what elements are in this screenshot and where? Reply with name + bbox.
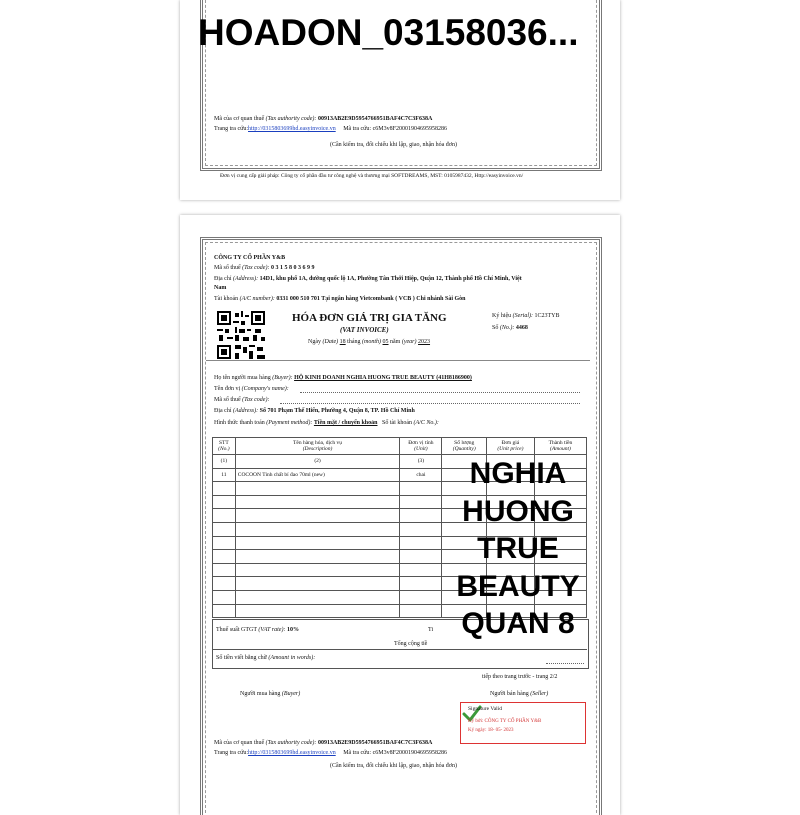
invoice-title: HÓA ĐƠN GIÁ TRỊ GIA TĂNG — [292, 312, 447, 324]
amount-in-words: Số tiền viết bằng chữ (Amount in words): — [216, 655, 316, 661]
buyer-name: Họ tên người mua hàng (Buyer): HỘ KINH DOANH NGHIA HUONG TRUE BEAUTY (41H8186900) — [214, 375, 472, 381]
buyer-company-dots — [300, 392, 580, 393]
total-label: Tổng cộng tiề — [394, 641, 428, 647]
overlay-line: QUAN 8 — [461, 607, 575, 640]
totals-divider — [212, 649, 587, 650]
col-amount: Thành tiền (Amount) — [534, 438, 586, 455]
seller-tax: Mã số thuế (Tax code): 0 3 1 5 8 0 3 6 9 9 — [214, 265, 315, 271]
signature-valid: Signature Valid — [468, 706, 502, 712]
table-row: 11 COCOON Tinh chất bí đao 70ml (new) chai — [213, 468, 587, 482]
buyer-address: Địa chỉ (Address): Số 701 Phạm Thế Hiển, Phường 4, Quận 8, TP. Hồ Chí Minh — [214, 408, 415, 414]
lookup-link[interactable]: http://0315803699hd.easyinvoice.vn — [248, 126, 336, 132]
header-divider — [206, 360, 590, 361]
col-no: STT (No.) — [213, 438, 236, 455]
signed-date: Ký ngày: 18- 05- 2023 — [468, 728, 514, 733]
provider-note: Đơn vị cung cấp giải pháp: Công ty cổ phần đầu tư công nghệ và thương mại SOFTDREAMS, MST: 0105987432, Http://easyinvoice.vn/ — [220, 173, 524, 179]
continue-note: tiếp theo trang trước - trang 2/2 — [482, 674, 558, 680]
col-unit-price: Đơn giá (Unit price) — [486, 438, 534, 455]
buyer-signature-label: Người mua hàng (Buyer) — [240, 691, 301, 697]
lookup-line-2: Trang tra cứu:http://0315803699hd.easyinvoice.vn Mã tra cứu: c6M3v8F20001904695958286 — [214, 750, 447, 756]
payment-method: Hình thức thanh toán (Payment method): Tiền mặt / chuyển khoản Số tài khoản (A/C No.): — [214, 420, 439, 426]
tax-authority-code: Mã của cơ quan thuế (Tax authority code): 00913AB2E9D5954766951BAF4C7C3F638A — [214, 116, 433, 122]
table-index-row: (1) (2) (3) — [213, 455, 587, 469]
lookup-line: Trang tra cứu:http://0315803699hd.easyinvoice.vn Mã tra cứu: c6M3v8F20001904695958286 — [214, 126, 447, 132]
vat-rate: Thuế suất GTGT (VAT rate): 10% — [216, 627, 299, 633]
overlay-line: HUONG — [462, 494, 574, 528]
seller-name: CÔNG TY CỔ PHẦN Y&B — [214, 255, 286, 261]
col-quantity: Số lượng (Quantity) — [442, 438, 486, 455]
overlay-line: TRUE — [477, 532, 559, 565]
check-note: (Cần kiểm tra, đối chiếu khi lập, giao, nhận hóa đơn) — [330, 142, 457, 148]
vat-amount-label: Ti — [428, 627, 434, 633]
invoice-subtitle: (VAT INVOICE) — [340, 326, 389, 334]
overlay-line: BEAUTY — [456, 569, 580, 603]
tax-authority-code-2: Mã của cơ quan thuế (Tax authority code): 00913AB2E9D5954766951BAF4C7C3F638A — [214, 740, 433, 746]
table-header-row — [213, 438, 587, 455]
amount-words-dots — [546, 663, 584, 664]
buyer-company: Tên đơn vị (Company's name): — [214, 386, 289, 392]
col-unit: Đơn vị tính (Unit) — [400, 438, 442, 455]
invoice-number: Số (No.): 4468 — [492, 325, 528, 331]
col-description: Tên hàng hóa, dịch vụ (Description) — [235, 438, 400, 455]
overlay-side-text — [443, 455, 593, 643]
signed-by: Ký bởi: CÔNG TY CỔ PHẦN Y&B — [468, 719, 542, 724]
buyer-tax-dots — [280, 403, 580, 404]
seller-address-2: Nam — [214, 285, 227, 291]
seller-signature-label: Người bán hàng (Seller) — [490, 691, 549, 697]
check-note-2: (Cần kiểm tra, đối chiếu khi lập, giao, nhận hóa đơn) — [330, 763, 457, 769]
lookup-link-2[interactable]: http://0315803699hd.easyinvoice.vn — [248, 750, 336, 756]
overlay-title: HOADON_03158036... — [198, 12, 579, 53]
invoice-date: Ngày (Date) 18 tháng (month) 05 năm (year) 2023 — [308, 339, 431, 345]
seller-address: Địa chỉ (Address): 14D1, khu phố 1A, đường quốc lộ 1A, Phường Tân Thới Hiệp, Quận 12, Thành phố Hồ Chí Minh, Việt — [214, 276, 522, 282]
seller-account: Tài khoản (A/C number): 0331 000 510 701 Tại ngân hàng Vietcombank ( VCB ) Chi nhánh Sài Gòn — [214, 296, 466, 302]
qr-code-icon — [217, 311, 265, 359]
buyer-tax: Mã số thuế (Tax code): — [214, 397, 270, 403]
overlay-line: NGHIA — [469, 457, 567, 490]
invoice-serial: Ký hiệu (Serial): 1C23TYB — [492, 313, 560, 319]
